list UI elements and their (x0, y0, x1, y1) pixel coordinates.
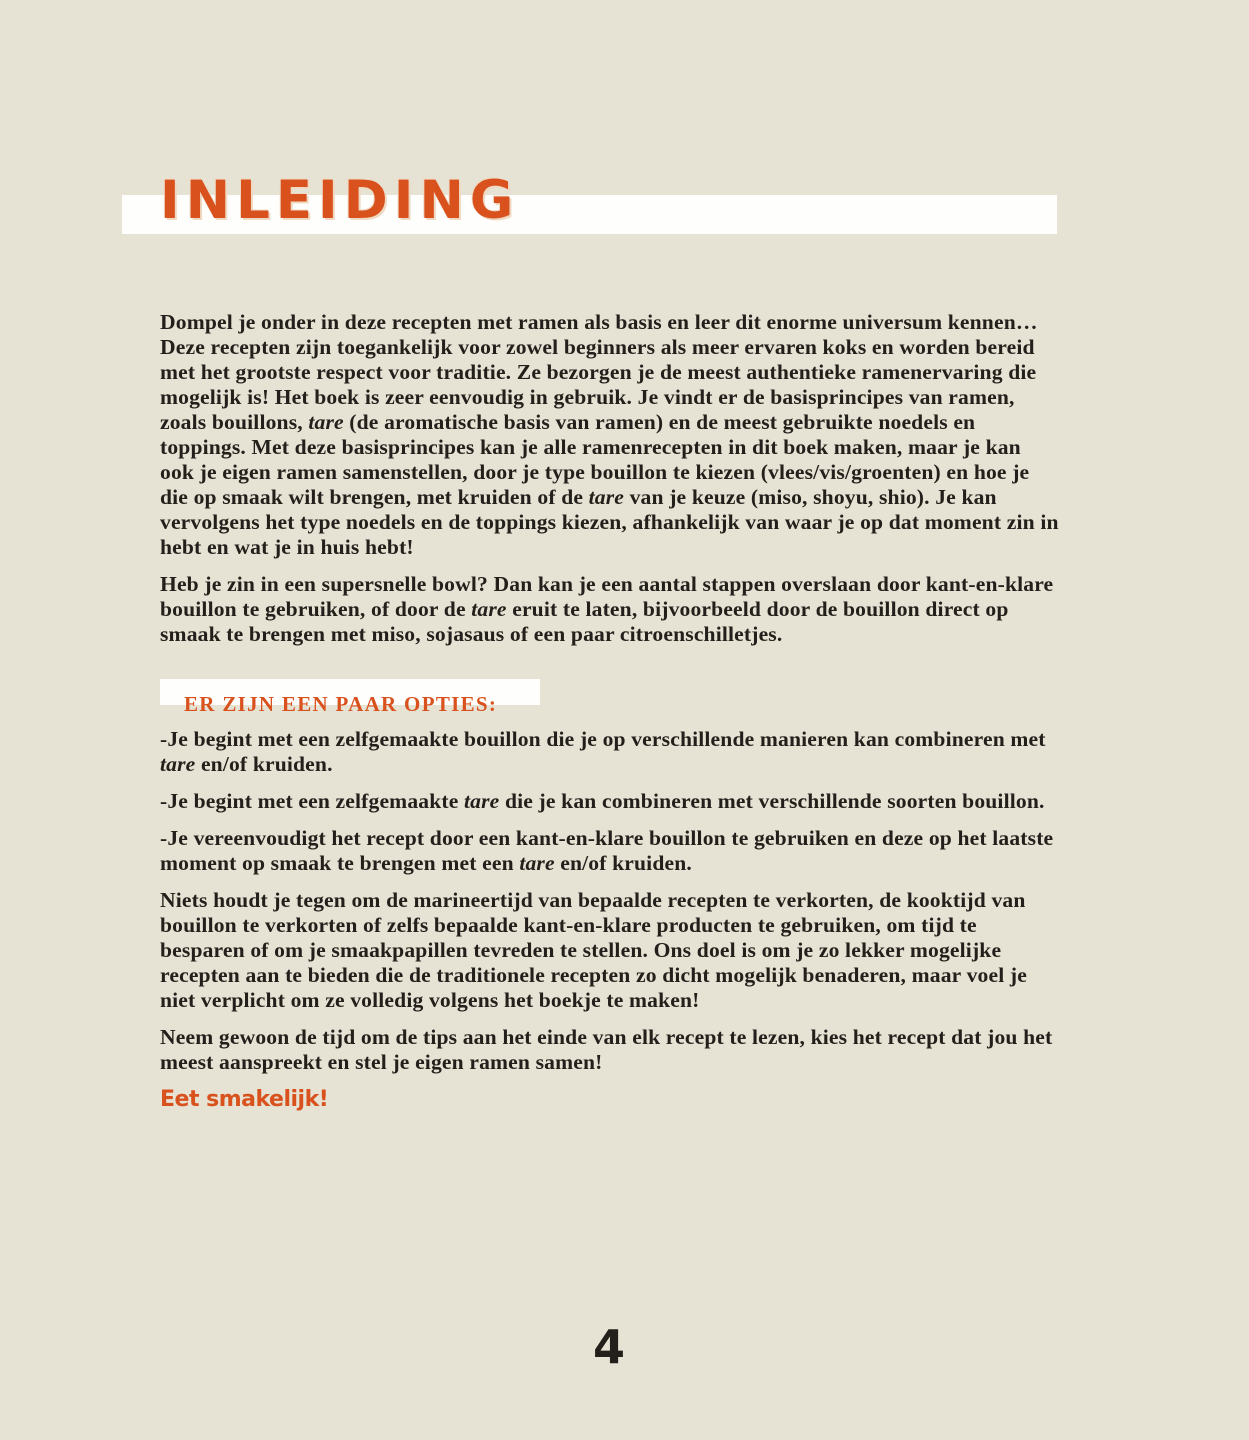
body-content (160, 310, 1060, 1112)
tare-term: tare (308, 410, 344, 434)
tare-term: tare (464, 789, 500, 813)
tare-term: tare (519, 851, 555, 875)
closing-paragraph-1: Niets houdt je tegen om de marineertijd van bepaalde recepten te verkorten, de kooktijd van bouillon te verkorten of zelfs bepaalde kant-en-klare producten te gebruiken, om tijd te besparen of om je smaakpapillen tevreden te stellen. Ons doel is om je zo lekker mogelijke recepten aan te bieden die de traditionele recepten zo dicht mogelijk benaderen, maar voel je niet verplicht om ze volledig volgens het boekje te maken! (160, 888, 1027, 1012)
option-item: -Je begint met een zelfgemaakte tare die je kan combineren met verschillende soorten bouillon. (160, 789, 1045, 813)
tare-term: tare (160, 752, 196, 776)
option-item: -Je vereenvoudigt het recept door een kant-en-klare bouillon te gebruiken en deze op het laatste moment op smaak te brengen met een tare en/of kruiden. (160, 826, 1054, 875)
page-number: 4 (592, 1320, 625, 1374)
intro-paragraph-2: Heb je zin in een supersnelle bowl? Dan kan je een aantal stappen overslaan door kant-en-klare bouillon te gebruiken, of door de tare eruit te laten, bijvoorbeeld door de bouillon direct op smaak te brengen met miso, sojasaus of een paar citroenschilletjes. (160, 572, 1054, 646)
tare-term: tare (588, 485, 625, 509)
options-heading: ER ZIJN EEN PAAR OPTIES: (184, 692, 498, 716)
signoff: Eet smakelijk! (160, 1087, 329, 1112)
intro-paragraph-1: Dompel je onder in deze recepten met ramen als basis en leer dit enorme universum kennen… Deze recepten zijn toegankelijk voor zowel beginners als meer ervaren koks en worden bereid met het grootste respect voor traditie. Ze bezorgen je de meest authentieke ramenervaring die mogelijk is! Het boek is zeer eenvoudig in gebruik. Je vindt er de basisprincipes van ramen, zoals bouillons, tare (de aromatische basis van ramen) en de meest gebruikte noedels en toppings. Met deze basisprincipes kan je alle ramenrecepten in dit boek maken, maar je kan ook je eigen ramen samenstellen, door je type bouillon te kiezen (vlees/vis/groenten) en hoe je die op smaak wilt brengen, met kruiden of de tare van je keuze (miso, shoyu, shio). Je kan vervolgens het type noedels en de toppings kiezen, afhankelijk van waar je op dat moment zin in hebt en wat je in huis hebt! (160, 310, 1059, 559)
closing-paragraph-2: Neem gewoon de tijd om de tips aan het einde van elk recept te lezen, kies het recept dat jou het meest aanspreekt en stel je eigen ramen samen! (160, 1025, 1053, 1074)
option-item: -Je begint met een zelfgemaakte bouillon die je op verschillende manieren kan combineren met tare en/of kruiden. (160, 727, 1046, 776)
page-title: INLEIDING (160, 170, 520, 231)
options-heading-block (160, 679, 1060, 721)
tare-term: tare (471, 597, 507, 621)
